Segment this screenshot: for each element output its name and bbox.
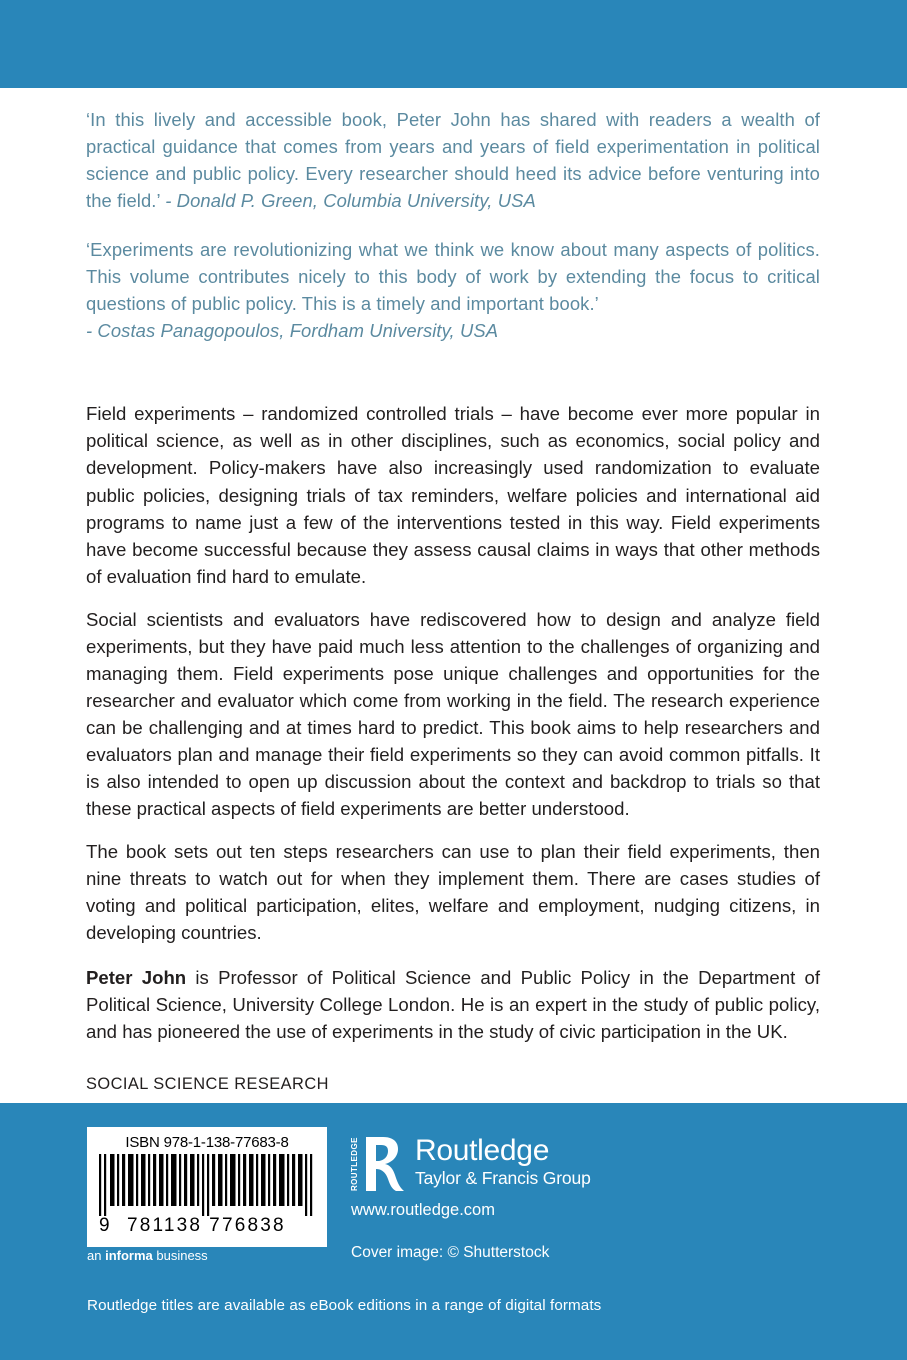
quote-1-text: ‘In this lively and accessible book, Peter John has shared with readers a wealth of practical guidance that comes from years and years of field experimentation in political science and public policy. Every researcher should heed its advice before venturing into the field.’ — [86, 109, 820, 212]
top-blue-band — [0, 0, 907, 88]
isbn-label: ISBN 978-1-138-77683-8 — [125, 1134, 289, 1151]
publisher-group: Taylor & Francis Group — [415, 1167, 591, 1188]
publisher-name: Routledge — [415, 1134, 550, 1167]
ean-right-group: 776838 — [209, 1215, 286, 1236]
author-bio — [86, 964, 820, 1045]
ean-first-digit: 9 — [99, 1215, 111, 1236]
publisher-url[interactable]: www.routledge.com — [351, 1201, 495, 1219]
series-label: SOCIAL SCIENCE RESEARCH — [86, 1075, 329, 1094]
endorsement-quote-1 — [86, 106, 820, 214]
routledge-r-mark-icon — [350, 1135, 406, 1193]
quote-1-attribution: - Donald P. Green, Columbia University, USA — [165, 190, 536, 212]
cover-image-credit: Cover image: © Shutterstock — [351, 1244, 550, 1261]
endorsement-quotes — [86, 106, 820, 344]
barcode-icon — [97, 1154, 317, 1216]
routledge-wordmark — [415, 1135, 591, 1188]
author-bio-text: is Professor of Political Science and Public Policy in the Department of Political Science, University College London. He is an expert in the study of public policy, and has pioneered the use of experiments in the study of civic participation in the UK. — [86, 967, 821, 1043]
ebook-availability-line: Routledge titles are available as eBook editions in a range of digital formats — [87, 1297, 602, 1314]
ean-left-group: 781138 — [126, 1215, 203, 1236]
quote-2-attribution: - Costas Panagopoulos, Fordham University, USA — [86, 320, 499, 342]
author-name: Peter John — [86, 967, 187, 989]
description-paragraph-3: The book sets out ten steps researchers can use to plan their field experiments, then nine threats to watch out for when they implement them. There are cases studies of voting and political participation, elites, welfare and employment, nudging citizens, in developing countries. — [86, 841, 820, 944]
endorsement-quote-2 — [86, 236, 820, 344]
description-paragraph-2: Social scientists and evaluators have rediscovered how to design and analyze field experiments, but they have paid much less attention to the challenges of organizing and managing them. Field experiments pose unique challenges and opportunities for the researcher and evaluator which come from working in the field. The research experience can be challenging and at times hard to predict. This book aims to help researchers and evaluators plan and manage their field experiments so they can avoid common pitfalls. It is also intended to open up discussion about the context and backdrop to trials so that these practical aspects of field experiments are better understood. — [86, 608, 820, 820]
publisher-logo-block — [350, 1135, 650, 1262]
isbn-barcode-block — [87, 1127, 327, 1247]
cover-content — [86, 106, 820, 1094]
informa-suffix: business — [152, 1248, 208, 1263]
description-block — [86, 400, 820, 1094]
description-paragraph-1: Field experiments – randomized controlled trials – have become ever more popular in political science, as well as in other disciplines, such as economics, social policy and development. Policy-makers have also increasingly used randomization to evaluate public policies, designing trials of tax reminders, welfare policies and international aid programs to name just a few of the interventions tested in this way. Field experiments have become successful because they assess causal claims in ways that other methods of evaluation find hard to emulate. — [86, 403, 820, 587]
informa-brand: informa — [105, 1248, 153, 1263]
ean-digits — [97, 1215, 317, 1237]
informa-prefix: an — [87, 1248, 106, 1263]
routledge-vertical-text: ROUTLEDGE — [350, 1137, 359, 1191]
routledge-logo — [350, 1135, 650, 1193]
quote-2-text: ‘Experiments are revolutionizing what we think we know about many aspects of politics. This volume contributes nicely to this body of work by extending the focus to critical questions of public policy. This is a timely and important book.’ — [86, 239, 820, 315]
informa-business-line — [87, 1248, 208, 1263]
